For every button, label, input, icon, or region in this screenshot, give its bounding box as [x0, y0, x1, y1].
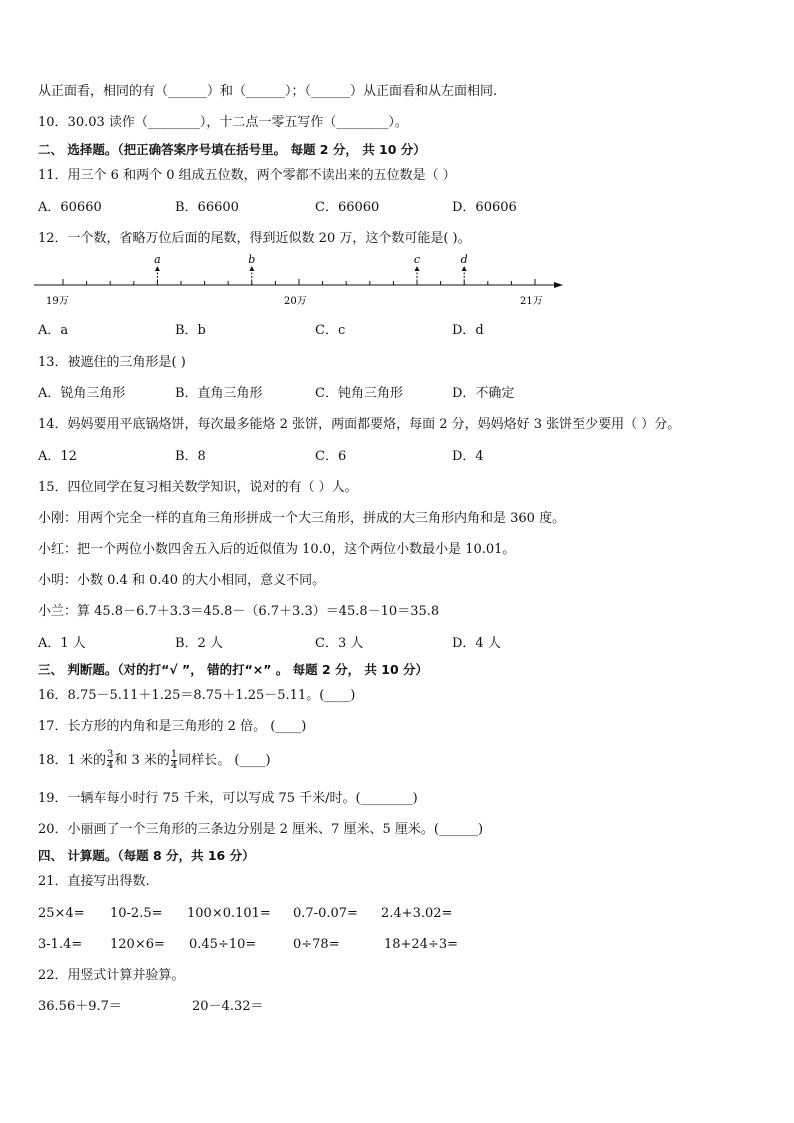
q14-option-b: B．8	[175, 449, 206, 464]
calc-item: 10-2.5=	[110, 906, 163, 921]
q18-suffix: 同样长。 (____)	[178, 753, 271, 768]
calc-item: 120×6=	[110, 937, 165, 952]
q19: 19．一辆车每小时行 75 千米，可以写成 75 千米/时。(________)	[38, 791, 418, 806]
calc-item: 0.7-0.07=	[293, 906, 358, 921]
calc-item: 100×0.101=	[187, 906, 271, 921]
calc-item: 0.45÷10=	[189, 937, 257, 952]
q13-option-b: B．直角三角形	[175, 386, 263, 401]
q21-stem: 21．直接写出得数.	[38, 874, 150, 889]
q22-item-1: 36.56＋9.7＝	[38, 999, 122, 1014]
q13-option-c: C．钝角三角形	[315, 386, 403, 401]
calc-item: 3-1.4=	[38, 937, 83, 952]
tick-label-20wan: 20万	[284, 296, 307, 307]
q12-option-a: A．a	[38, 323, 69, 338]
q15-option-a: A．1 人	[38, 636, 86, 651]
q18-middle: 和 3 米的	[114, 753, 170, 768]
q15-statement-xiaoming: 小明：小数 0.4 和 0.40 的大小相同，意义不同。	[38, 573, 326, 588]
q20: 20．小丽画了一个三角形的三条边分别是 2 厘米、7 厘米、5 厘米。(______)	[38, 822, 484, 837]
calc-item: 0÷78=	[293, 937, 340, 952]
q14-option-d: D．4	[452, 449, 484, 464]
calc-item: 18+24÷3=	[384, 937, 459, 952]
q14-stem: 14．妈妈要用平底锅烙饼，每次最多能烙 2 张饼，两面都要烙，每面 2 分，妈妈烙好 3 张饼至少要用（ ）分。	[38, 417, 681, 432]
q16: 16．8.75－5.11＋1.25＝8.75＋1.25－5.11。(____)	[38, 688, 356, 703]
q13-stem: 13．被遮住的三角形是( )	[38, 355, 186, 370]
q15-option-b: B．2 人	[175, 636, 223, 651]
tick-label-21wan: 21万	[520, 296, 543, 307]
q12-stem: 12．一个数，省略万位后面的尾数，得到近似数 20 万，这个数可能是( )。	[38, 231, 471, 246]
fraction-denominator: 4	[106, 760, 114, 771]
q14-option-c: C．6	[315, 449, 347, 464]
fraction-numerator: 3	[106, 749, 114, 760]
q18	[38, 750, 271, 771]
q22-stem: 22．用竖式计算并验算。	[38, 968, 185, 983]
calc-item: 2.4+3.02=	[381, 906, 453, 921]
q11-option-d: D．60606	[452, 200, 517, 215]
q15-option-c: C．3 人	[315, 636, 364, 651]
point-label-c: c	[413, 253, 421, 266]
q11-option-c: C．66060	[315, 200, 380, 215]
point-arrow-c	[415, 266, 420, 271]
q10: 10．30.03 读作（________），十二点一零五写作（________）。	[38, 115, 408, 130]
q9-tail: 从正面看，相同的有（______）和（______）；（______）从正面看和从左面相同.	[38, 84, 498, 99]
q14-option-a: A．12	[38, 449, 77, 464]
section-3-heading: 三、 判断题。（对的打“√ ”， 错的打“×” 。 每题 2 分， 共 10 分）	[38, 662, 429, 677]
point-arrow-b	[249, 266, 254, 271]
point-arrow-a	[155, 266, 160, 271]
number-line-points	[154, 253, 468, 285]
calc-item: 25×4=	[38, 906, 85, 921]
q13-option-d: D．不确定	[452, 386, 515, 401]
fraction-one-quarter	[171, 750, 177, 771]
q12-option-d: D．d	[452, 323, 484, 338]
q11-option-a: A．60660	[38, 200, 102, 215]
q12-number-line	[30, 252, 590, 312]
q15-option-d: D．4 人	[452, 636, 501, 651]
q12-option-b: B．b	[175, 323, 206, 338]
q17: 17．长方形的内角和是三角形的 2 倍。 (____)	[38, 719, 307, 734]
q11-option-b: B．66600	[175, 200, 239, 215]
section-4-heading: 四、 计算题。（每题 8 分，共 16 分）	[38, 848, 255, 863]
q15-statement-xiaolan: 小兰：算 45.8－6.7＋3.3＝45.8－（6.7＋3.3）＝45.8－10＝35.8	[38, 604, 440, 619]
number-line-arrow	[554, 282, 563, 288]
q11-stem: 11．用三个 6 和两个 0 组成五位数，两个零都不读出来的五位数是（ ）	[38, 168, 456, 183]
fraction-numerator: 1	[170, 749, 178, 760]
q18-prefix: 18．1 米的	[38, 753, 106, 768]
q22-item-2: 20－4.32＝	[192, 999, 264, 1014]
point-label-a: a	[154, 253, 161, 266]
q15-stem: 15．四位同学在复习相关数学知识，说对的有（ ）人。	[38, 480, 358, 495]
q15-statement-xiaohong: 小红：把一个两位小数四舍五入后的近似值为 10.0，这个两位小数最小是 10.01。	[38, 542, 516, 557]
fraction-three-quarters	[107, 750, 113, 771]
q12-option-c: C．c	[315, 323, 346, 338]
point-arrow-d	[462, 266, 467, 271]
q15-statement-xiaogang: 小刚：用两个完全一样的直角三角形拼成一个大三角形，拼成的大三角形内角和是 360 度。	[38, 511, 566, 526]
fraction-denominator: 4	[170, 760, 178, 771]
point-label-b: b	[248, 253, 256, 266]
tick-label-19wan: 19万	[46, 296, 69, 307]
point-label-d: d	[460, 253, 468, 266]
q13-option-a: A．锐角三角形	[38, 386, 126, 401]
section-2-heading: 二、 选择题。（把正确答案序号填在括号里。 每题 2 分， 共 10 分）	[38, 142, 426, 157]
